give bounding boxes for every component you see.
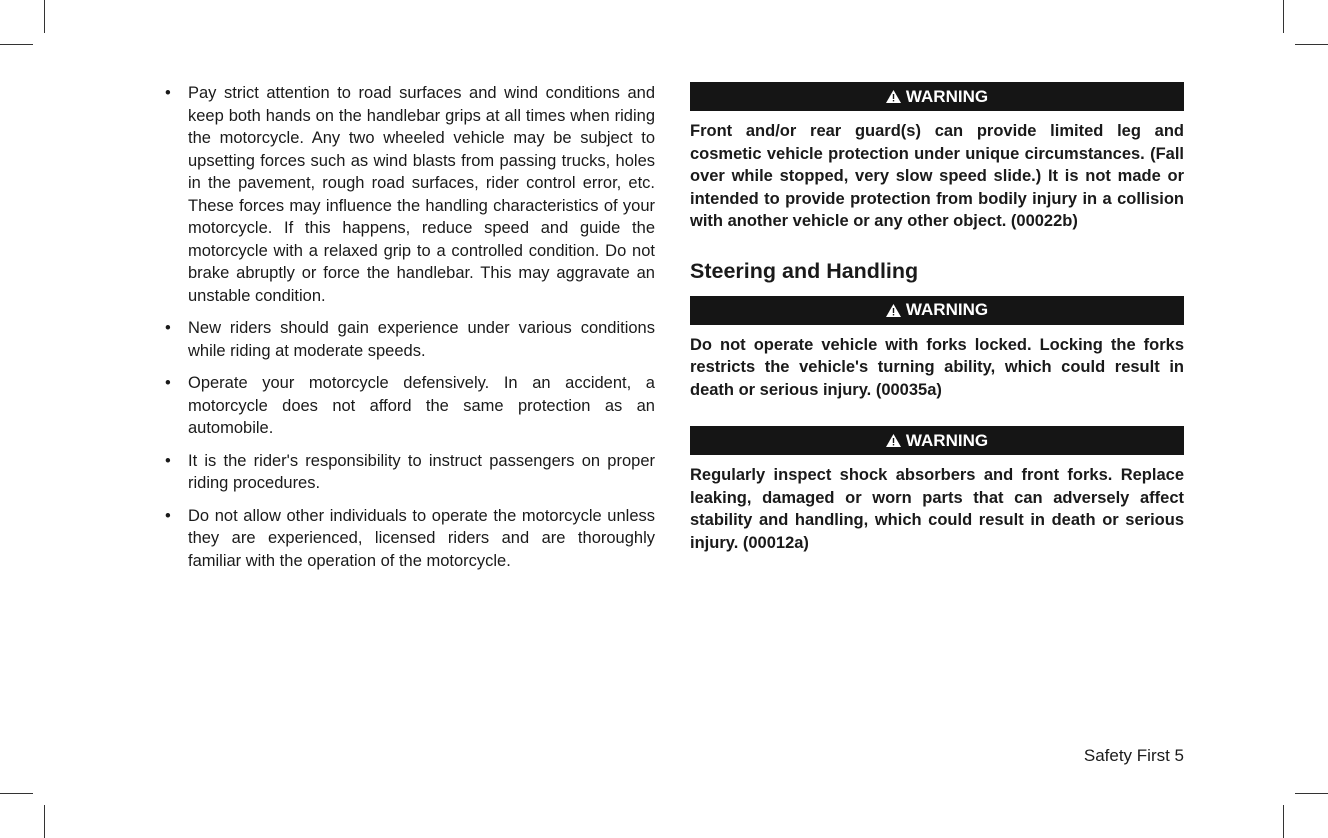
crop-mark: [44, 0, 45, 33]
warning-text: Do not operate vehicle with forks locked. Locking the forks restricts the vehicle's turning ability, which could result in death or serious injury. (00035a): [690, 335, 1184, 399]
warning-triangle-icon: [886, 304, 901, 317]
crop-mark: [1295, 44, 1328, 45]
list-item: • Pay strict attention to road surfaces and wind conditions and keep both hands on the handlebar grips at all times when riding the motorcycle. Any two wheeled vehicle may be subject to upsetting forces such as wind blasts from passing trucks, holes in the pavement, rough road surfaces, rider control error, etc. These forces may influence the handling characteristics of your motorcycle. If this happens, reduce speed and guide the motorcycle with a relaxed grip to a controlled condition. Do not brake abruptly or force the handlebar. This may aggravate an unstable condition.: [165, 84, 655, 305]
crop-mark: [44, 805, 45, 838]
crop-mark: [1283, 0, 1284, 33]
section-heading: Steering and Handling: [690, 258, 919, 283]
warning-triangle-icon: [886, 90, 901, 103]
warning-banner: WARNING: [690, 82, 1184, 111]
crop-mark: [0, 44, 33, 45]
crop-mark: [1295, 793, 1328, 794]
warning-text: Front and/or rear guard(s) can provide limited leg and cosmetic vehicle protection under unique circumstances. (Fall over while stopped, very slow speed slide.) It is not made or intended to provide protection from bodily injury in a collision with another vehicle or any other object. (00022b): [690, 122, 1184, 230]
crop-mark: [1283, 805, 1284, 838]
crop-mark: [0, 793, 33, 794]
list-item: • Operate your motorcycle defensively. In an accident, a motorcycle does not afford the same protection as an automobile.: [165, 374, 655, 437]
list-item: • Do not allow other individuals to operate the motorcycle unless they are experienced, licensed riders and are thoroughly familiar with the operation of the motorcycle.: [165, 506, 655, 570]
page-footer: Safety First 5: [1083, 746, 1184, 765]
warnings-column: [690, 82, 1184, 554]
warning-banner: WARNING: [690, 296, 1184, 325]
warning-triangle-icon: [886, 434, 901, 447]
safety-bullet-list: [165, 82, 655, 582]
list-item: • It is the rider's responsibility to instruct passengers on proper riding procedures.: [165, 451, 655, 492]
warning-banner: WARNING: [690, 426, 1184, 455]
warning-text: Regularly inspect shock absorbers and front forks. Replace leaking, damaged or worn parts that can adversely affect stability and handling, which could result in death or serious injury. (00012a): [690, 466, 1184, 552]
list-item: • New riders should gain experience under various conditions while riding at moderate speeds.: [165, 319, 655, 360]
